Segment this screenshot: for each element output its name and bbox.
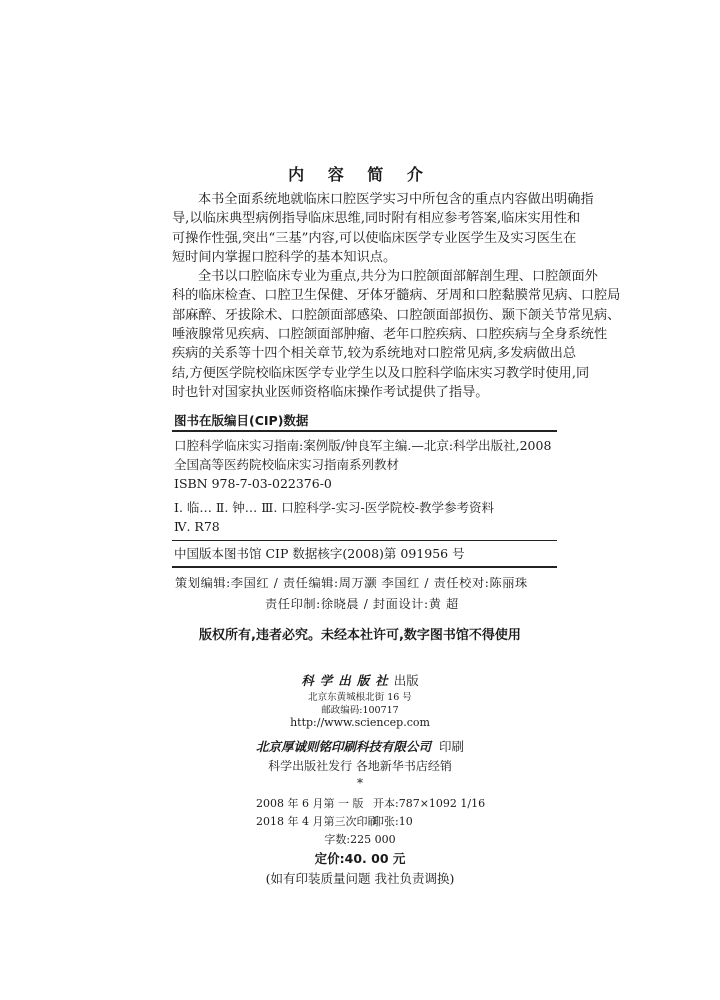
- spec-row-2: [256, 813, 413, 829]
- text-line: 导,以临床典型病例指导临床思维,同时附有相应参考答案,临床实用性和: [172, 211, 581, 227]
- price: 定价:40. 00 元: [314, 851, 406, 866]
- format-info: 开本:787×1092 1/16: [373, 797, 486, 810]
- printer-name: 北京厚诚则铭印刷科技有限公司: [256, 739, 432, 754]
- edition-info: 2008 年 6 月第 一 版: [256, 797, 364, 810]
- text-line: 短时间内掌握口腔科学的基本知识点。: [172, 249, 397, 265]
- quality-note: (如有印装质量问题 我社负责调换): [265, 871, 455, 886]
- spec-row-1: [256, 795, 485, 811]
- publisher-line: [0, 671, 720, 689]
- cip-middle-rule: [172, 540, 557, 541]
- cip-approval: [174, 544, 564, 563]
- word-count: 字数:225 000: [324, 833, 396, 846]
- printer-line: [0, 737, 720, 755]
- cip-line: 口腔科学临床实习指南:案例版/钟良军主编.—北京:科学出版社,2008: [174, 438, 552, 453]
- sheets-info: 印张:10: [373, 815, 413, 828]
- cip-classification: [174, 498, 564, 536]
- text-line: 部麻醉、牙拔除术、口腔颌面部感染、口腔颌面部损伤、颞下颌关节常见病、: [172, 307, 621, 323]
- text-line: 科的临床检查、口腔卫生保健、牙体牙髓病、牙周和口腔黏膜常见病、口腔局: [172, 288, 621, 304]
- staff-line: 策划编辑:李国红 / 责任编辑:周万灏 李国红 / 责任校对:陈丽珠: [175, 576, 528, 590]
- text-line: 结,方便医学院校临床医学专业学生以及口腔科学临床实习教学时使用,同: [172, 365, 590, 381]
- summary-paragraph-1: [172, 190, 594, 267]
- text-line: 可操作性强,突出“三基”内容,可以使临床医学专业医学生及实习医生在: [172, 230, 577, 246]
- cip-heading: 图书在版编目(CIP)数据: [174, 413, 309, 428]
- cip-class-line: Ⅰ. 临… Ⅱ. 钟… Ⅲ. 口腔科学-实习-医学院校-教学参考资料: [174, 500, 494, 515]
- publisher-address: 北京东黄城根北街 16 号: [308, 692, 412, 703]
- printing-info: 2018 年 4 月第三次印刷: [256, 815, 379, 828]
- publisher-url: http://www.sciencep.com: [290, 716, 430, 729]
- text-line: 时也针对国家执业医师资格临床操作考试提供了指导。: [172, 384, 489, 400]
- cip-line: 全国高等医药院校临床实习指南系列教材: [174, 457, 400, 472]
- cip-line: ISBN 978-7-03-022376-0: [174, 476, 332, 491]
- summary-paragraph-2: [172, 267, 621, 402]
- text-line: 本书全面系统地就临床口腔医学实习中所包含的重点内容做出明确指: [198, 192, 594, 207]
- cip-bottom-rule: [172, 566, 557, 568]
- rights-notice: 版权所有,违者必究。未经本社许可,数字图书馆不得使用: [199, 628, 521, 643]
- staff-line: 责任印制:徐晓晨 / 封面设计:黄 超: [265, 597, 459, 611]
- text-line: 疾病的关系等十四个相关章节,较为系统地对口腔常见病,多发病做出总: [172, 346, 577, 362]
- summary-text: [172, 190, 621, 402]
- distribution-line: 科学出版社发行 各地新华书店经销: [268, 759, 452, 773]
- cip-top-rule: [172, 430, 557, 432]
- publisher-postcode: 邮政编码:100717: [321, 705, 399, 716]
- text-line: 全书以口腔临床专业为重点,共分为口腔颌面部解剖生理、口腔颌面外: [198, 269, 598, 285]
- cip-approval-line: 中国版本图书馆 CIP 数据核字(2008)第 091956 号: [174, 546, 465, 561]
- separator-star: *: [357, 776, 363, 790]
- printer-suffix: 印刷: [438, 739, 464, 754]
- summary-title: 内 容 简 介: [288, 165, 432, 184]
- cip-record: [174, 436, 564, 493]
- text-line: 唾液腺常见疾病、口腔颌面部肿瘤、老年口腔疾病、口腔疾病与全身系统性: [172, 327, 608, 343]
- publisher-name: 科学出版社: [301, 673, 394, 688]
- staff-credits: [175, 573, 565, 615]
- cip-class-line: Ⅳ. R78: [174, 519, 220, 534]
- publisher-suffix: 出版: [393, 673, 419, 688]
